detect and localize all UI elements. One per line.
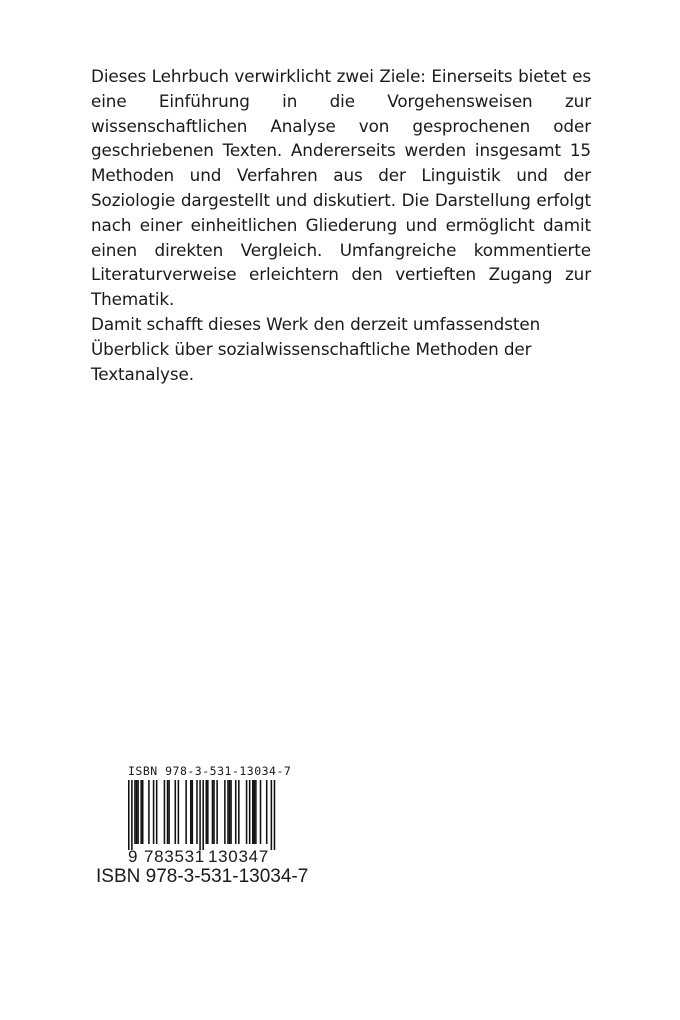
barcode-bar (271, 780, 273, 850)
barcode-digit-first: 9 (128, 847, 138, 866)
barcode-bar (178, 780, 180, 844)
barcode-bar (153, 780, 155, 844)
barcode-bar (252, 780, 254, 844)
barcode-bar (230, 780, 232, 844)
ean-barcode (112, 780, 292, 850)
barcode-bar (207, 780, 209, 844)
barcode-bar (238, 780, 240, 844)
barcode-bar (136, 780, 138, 844)
barcode-bar (196, 780, 198, 844)
barcode-digits-right: 130347 (208, 847, 269, 866)
barcode-bar (227, 780, 229, 844)
barcode-bar (128, 780, 130, 850)
barcode-bar (202, 780, 204, 850)
barcode-bar (260, 780, 262, 844)
barcode-bar (167, 780, 169, 844)
barcode-bar (168, 780, 170, 844)
barcode-bar (254, 780, 256, 844)
barcode-bar (142, 780, 144, 844)
barcode-bar (185, 780, 187, 844)
barcode-bar (148, 780, 150, 844)
barcode-bar (266, 780, 268, 844)
barcode-bar (246, 780, 248, 844)
barcode-bar (137, 780, 139, 844)
barcode-bar (229, 780, 231, 844)
back-cover-blurb (91, 64, 591, 386)
barcode-bar (255, 780, 257, 844)
barcode-bar (224, 780, 226, 844)
barcode-bar (274, 780, 276, 850)
blurb-paragraph-1: Dieses Lehrbuch verwirklicht zwei Ziele: Einerseits bietet es eine Einführung in die Vorgehensweisen zur wissenschaftlichen Analyse von gesprochenen oder geschriebenen Texten. Andererseits werden insgesamt 15 Methoden und Verfahren aus der Linguistik und der Soziologie dargestellt und diskutiert. Die Darstellung erfolgt nach einer einheitlichen Gliederung und ermöglicht damit einen direkten Vergleich. Umfangreiche kommentierte Literaturverweise erleichtern den vertieften Zugang zur Thematik. (91, 66, 591, 310)
barcode-isbn-label: ISBN 978-3-531-13034-7 (128, 764, 292, 778)
barcode-bar (140, 780, 142, 844)
isbn-number: ISBN 978-3-531-13034-7 (96, 866, 309, 887)
barcode-bar (164, 780, 166, 844)
barcode-bar (199, 780, 201, 850)
barcode-bar (156, 780, 158, 844)
barcode-bar (192, 780, 194, 844)
barcode-bar (131, 780, 133, 850)
blurb-paragraph-2: Damit schafft dieses Werk den derzeit umfassendsten Überblick über sozialwissenschaftliche Methoden der Textanalyse. (91, 313, 541, 384)
barcode-bar (235, 780, 237, 844)
barcode-bar (175, 780, 177, 844)
barcode-bar (249, 780, 251, 844)
barcode-bar (190, 780, 192, 844)
barcode-bar (213, 780, 215, 844)
barcode-bar (206, 780, 208, 844)
barcode-bar (212, 780, 214, 844)
barcode-bar (216, 780, 218, 844)
barcode-bar (134, 780, 136, 844)
barcode-digits-left: 783531 (144, 847, 205, 866)
